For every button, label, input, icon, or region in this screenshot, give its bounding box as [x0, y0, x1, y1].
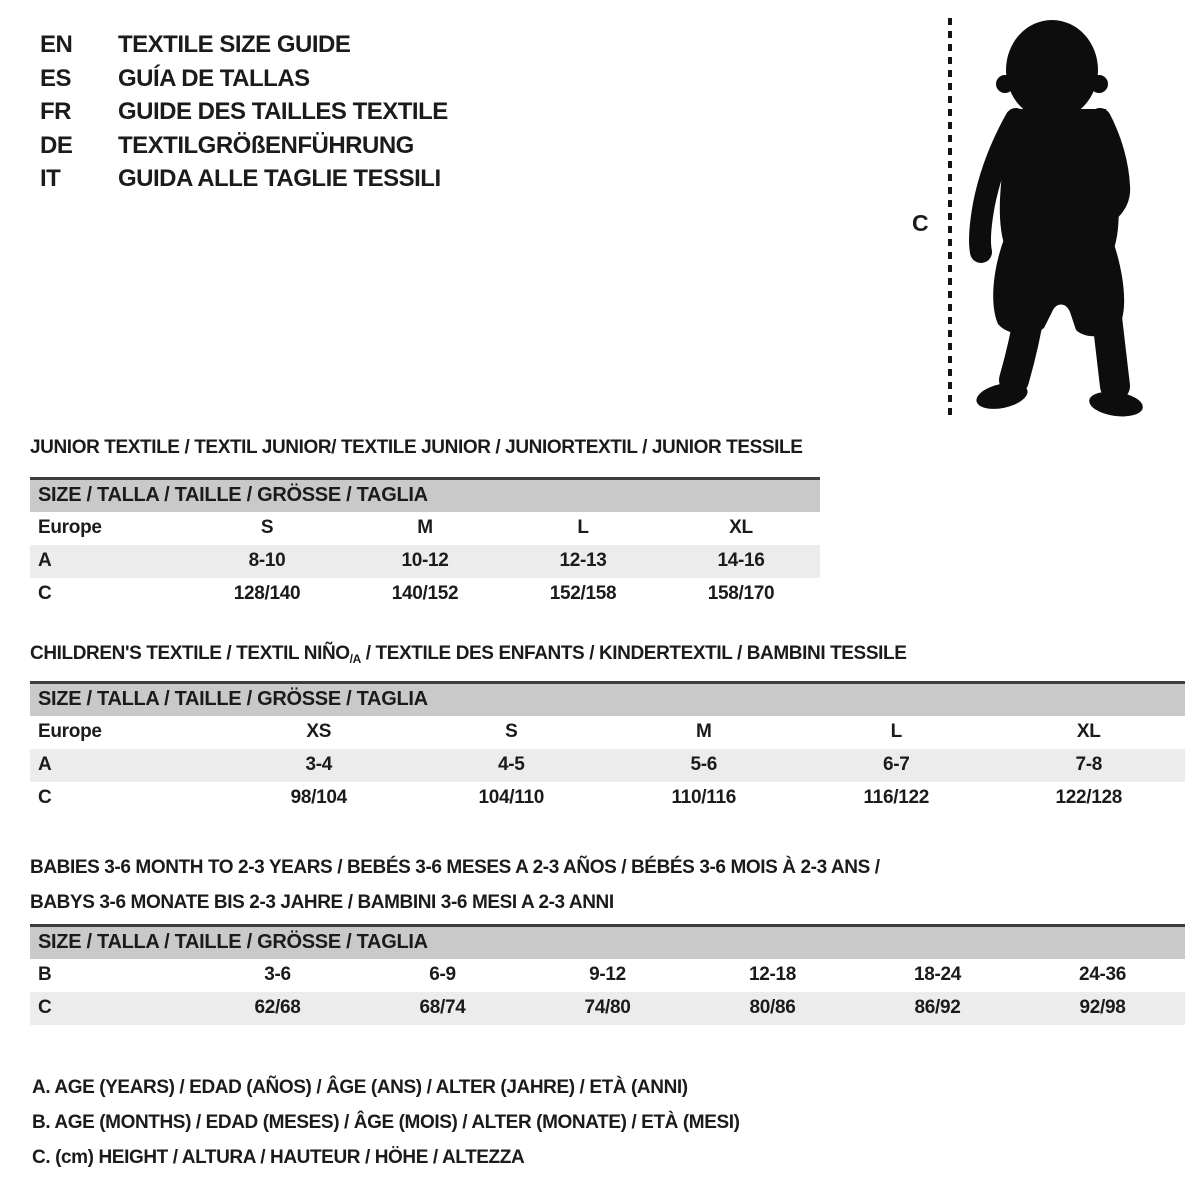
toddler-silhouette-icon: [964, 14, 1144, 420]
table-cell: 92/98: [1079, 997, 1126, 1018]
children-title-text: / TEXTILE DES ENFANTS / KINDERTEXTIL / BAMBINI TESSILE: [360, 643, 907, 664]
table-cell: XL: [729, 517, 753, 538]
table-row: [30, 716, 1185, 749]
children-section-title: [30, 643, 1185, 666]
table-cell: 5-6: [690, 754, 718, 775]
legend-line-c: C. (cm) HEIGHT / ALTURA / HAUTEUR / HÖHE / ALTEZZA: [32, 1147, 525, 1168]
legend: [32, 1070, 740, 1175]
measure-c-label: C: [912, 210, 929, 236]
size-header-row: [30, 683, 1185, 716]
table-cell: 158/170: [707, 583, 775, 604]
language-row: [40, 129, 448, 163]
row-label: C: [38, 997, 52, 1018]
language-code: IT: [40, 165, 61, 192]
guide-title: TEXTILE SIZE GUIDE: [118, 31, 351, 58]
language-row: [40, 162, 448, 196]
table-cell: 110/116: [671, 787, 736, 808]
row-label: C: [38, 787, 52, 808]
table-cell: 74/80: [584, 997, 631, 1018]
guide-title: TEXTILGRÖßENFÜHRUNG: [118, 131, 414, 159]
row-label: A: [38, 754, 52, 775]
language-code: DE: [40, 131, 73, 159]
guide-title: GUIDA ALLE TAGLIE TESSILI: [118, 165, 441, 192]
size-header-row: [30, 926, 1185, 959]
table-cell: 8-10: [248, 550, 286, 571]
size-header-label: SIZE / TALLA / TAILLE / GRÖSSE / TAGLIA: [30, 926, 1185, 959]
table-row: [30, 782, 1185, 815]
table-cell: 3-4: [305, 754, 333, 775]
table-cell: M: [695, 721, 712, 742]
table-cell: L: [890, 721, 902, 742]
row-label: A: [38, 550, 52, 571]
table-cell: 7-8: [1075, 754, 1103, 775]
size-header-label: SIZE / TALLA / TAILLE / GRÖSSE / TAGLIA: [30, 479, 820, 512]
table-cell: S: [505, 721, 518, 742]
table-cell: XL: [1076, 721, 1101, 742]
language-row: [40, 62, 448, 96]
table-cell: 152/158: [549, 583, 617, 604]
guide-title: GUIDE DES TAILLES TEXTILE: [118, 98, 448, 125]
table-cell: 80/86: [749, 997, 796, 1018]
table-cell: 98/104: [290, 787, 347, 808]
table-cell: 68/74: [419, 997, 466, 1018]
table-row: [30, 512, 820, 545]
table-cell: 104/110: [478, 787, 545, 808]
height-dashed-line: [948, 18, 952, 418]
table-cell: 4-5: [497, 754, 525, 775]
language-code: ES: [40, 64, 72, 92]
children-size-table: [30, 681, 1185, 815]
language-row: [40, 95, 448, 129]
language-code: EN: [40, 31, 73, 58]
babies-size-table: [30, 924, 1185, 1025]
table-cell: 6-9: [429, 964, 456, 985]
table-cell: 6-7: [882, 754, 910, 775]
table-cell: 24-36: [1078, 964, 1127, 985]
size-header-label: SIZE / TALLA / TAILLE / GRÖSSE / TAGLIA: [30, 683, 1185, 716]
table-cell: XS: [306, 721, 332, 742]
language-title-list: [40, 28, 448, 196]
children-section: [30, 643, 1185, 815]
table-cell: 140/152: [391, 583, 459, 604]
language-code: FR: [40, 98, 71, 125]
table-cell: 14-16: [717, 550, 765, 571]
row-label: C: [38, 583, 52, 604]
table-row: [30, 959, 1185, 992]
table-cell: 9-12: [589, 964, 626, 985]
guide-title: GUÍA DE TALLAS: [118, 64, 310, 92]
table-cell: 12-13: [559, 550, 607, 571]
babies-title-line2: BABYS 3-6 MONATE BIS 2-3 JAHRE / BAMBINI 3-6 MESI A 2-3 ANNI: [30, 892, 614, 913]
table-cell: 128/140: [233, 583, 301, 604]
table-cell: M: [417, 517, 433, 538]
table-cell: 10-12: [401, 550, 449, 571]
babies-section-title: [30, 850, 1185, 920]
table-cell: 3-6: [264, 964, 291, 985]
table-row: [30, 992, 1185, 1025]
table-cell: L: [577, 517, 589, 538]
junior-section: [30, 437, 820, 611]
junior-size-table: [30, 477, 820, 611]
junior-section-title: JUNIOR TEXTILE / TEXTIL JUNIOR/ TEXTILE JUNIOR / JUNIORTEXTIL / JUNIOR TESSILE: [30, 437, 803, 458]
table-cell: 62/68: [254, 997, 301, 1018]
table-cell: 116/122: [863, 787, 930, 808]
table-cell: 122/128: [1055, 787, 1123, 808]
row-label: Europe: [38, 517, 102, 538]
children-title-text: CHILDREN'S TEXTILE / TEXTIL NIÑO: [30, 643, 350, 664]
language-row: [40, 28, 448, 62]
table-row: [30, 749, 1185, 782]
babies-section: [30, 850, 1185, 1025]
table-cell: 86/92: [914, 997, 961, 1018]
height-measure-figure: [902, 14, 1162, 426]
legend-line-a: A. AGE (YEARS) / EDAD (AÑOS) / ÂGE (ANS) / ALTER (JAHRE) / ETÀ (ANNI): [32, 1077, 688, 1098]
babies-title-line1: BABIES 3-6 MONTH TO 2-3 YEARS / BEBÉS 3-6 MESES A 2-3 AÑOS / BÉBÉS 3-6 MOIS À 2-3 ANS /: [30, 857, 880, 878]
table-cell: 18-24: [913, 964, 962, 985]
children-title-subscript: /A: [349, 652, 361, 666]
table-cell: S: [260, 517, 274, 538]
row-label: Europe: [38, 721, 102, 742]
size-header-row: [30, 479, 820, 512]
table-cell: 12-18: [748, 964, 797, 985]
table-row: [30, 545, 820, 578]
legend-line-b: B. AGE (MONTHS) / EDAD (MESES) / ÂGE (MOIS) / ALTER (MONATE) / ETÀ (MESI): [32, 1112, 740, 1133]
table-row: [30, 578, 820, 611]
row-label: B: [38, 964, 52, 985]
